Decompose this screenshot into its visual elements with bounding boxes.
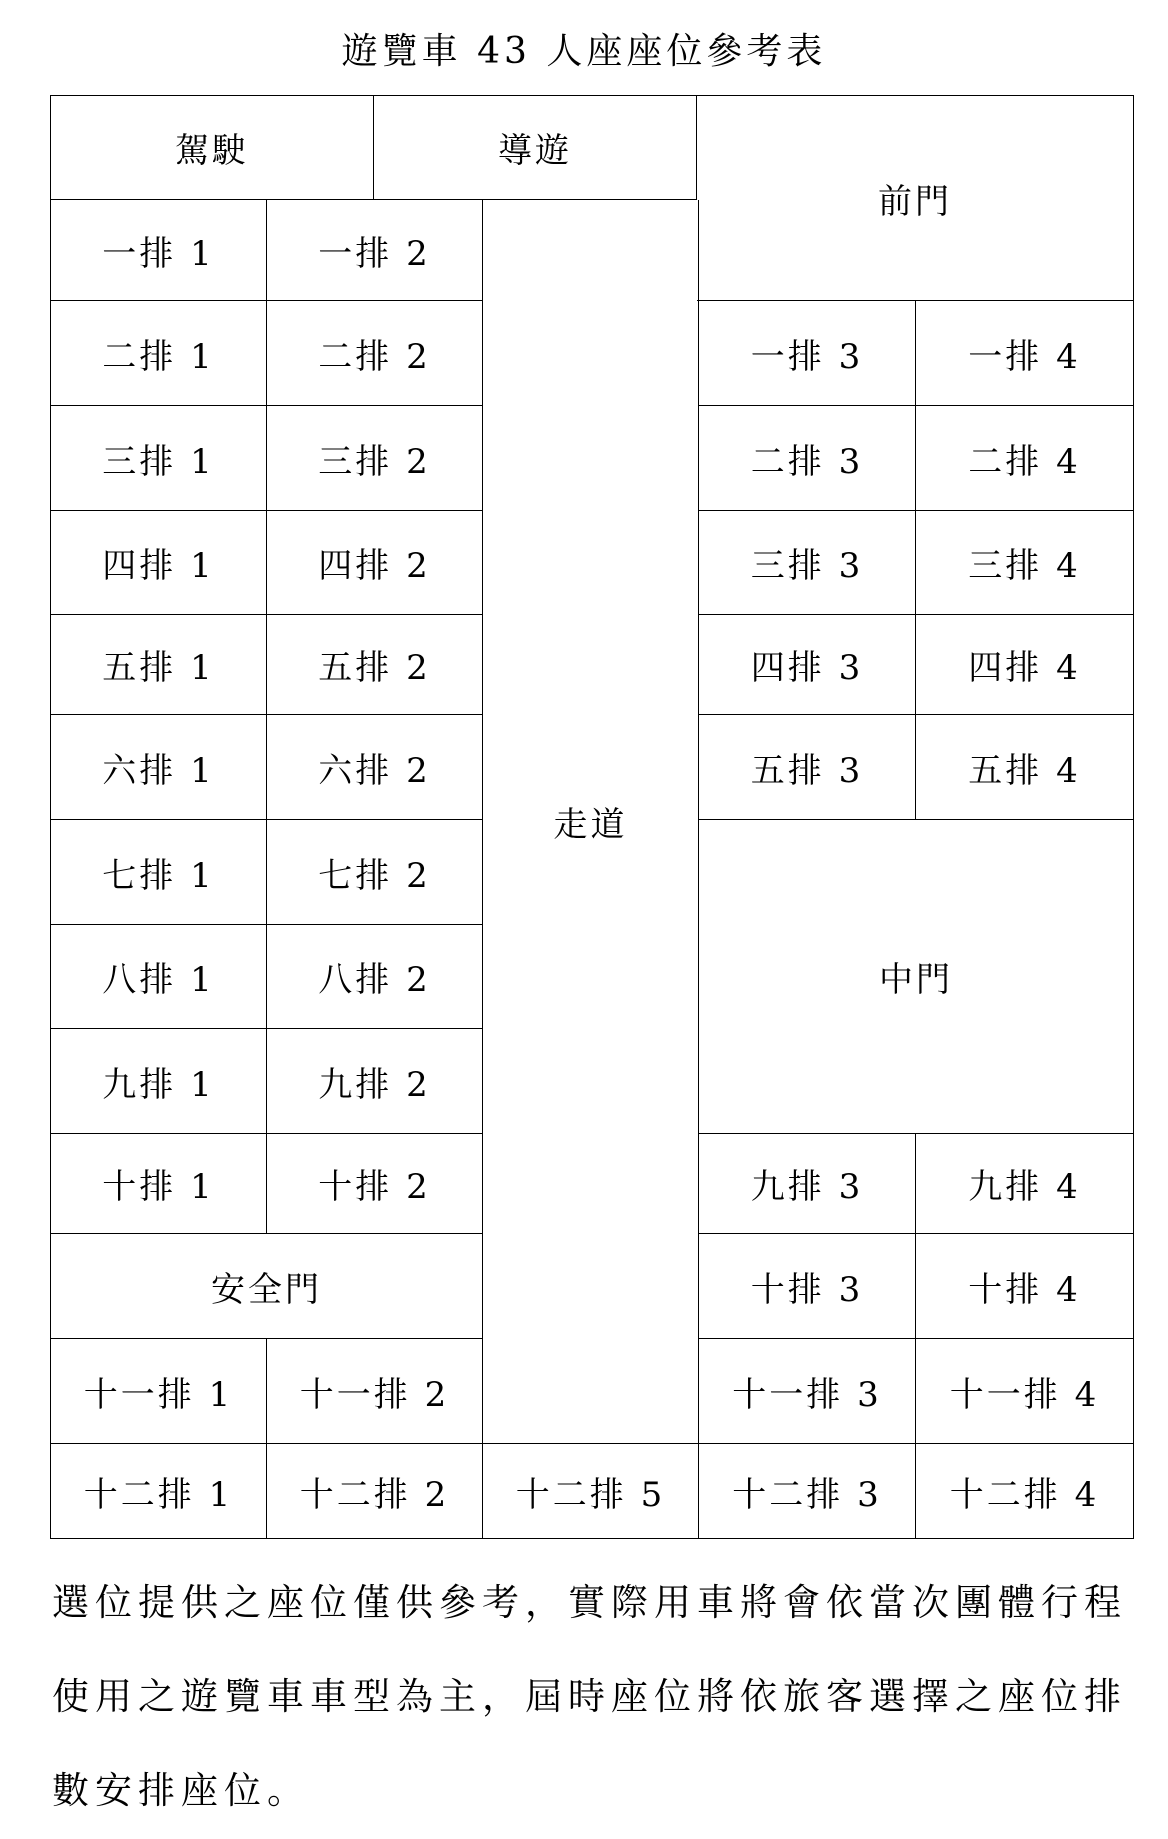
seat-row11-2[interactable]: 十一排 2 [267,1339,483,1444]
seat-row10-2[interactable]: 十排 2 [267,1134,483,1234]
front-door-cell: 前門 [697,96,1133,301]
seat-row9-4[interactable]: 九排 4 [916,1134,1133,1234]
seat-row9-3[interactable]: 九排 3 [699,1134,916,1234]
seat-row1-3[interactable]: 一排 3 [699,301,916,406]
note-line: 數安排座位。 [52,1769,310,1812]
seat-row9-2[interactable]: 九排 2 [267,1029,483,1134]
seat-row2-1[interactable]: 二排 1 [51,301,267,406]
seat-row6-1[interactable]: 六排 1 [51,715,267,820]
seat-row4-2[interactable]: 四排 2 [267,511,483,615]
seat-row10-1[interactable]: 十排 1 [51,1134,267,1234]
seat-row10-3[interactable]: 十排 3 [699,1234,916,1339]
seat-row11-3[interactable]: 十一排 3 [699,1339,916,1444]
middle-door-cell: 中門 [699,820,1133,1134]
seat-row3-3[interactable]: 三排 3 [699,511,916,615]
seat-row12-4[interactable]: 十二排 4 [949,1474,1100,1515]
seat-row4-3[interactable]: 四排 3 [699,615,916,715]
seat-row1-2[interactable]: 一排 2 [267,200,483,301]
seat-row11-1[interactable]: 十一排 1 [51,1339,267,1444]
seat-row10-4[interactable]: 十排 4 [916,1234,1133,1339]
seat-row8-1[interactable]: 八排 1 [51,925,267,1029]
driver-cell: 駕駛 [51,96,374,200]
seat-row1-4[interactable]: 一排 4 [916,301,1133,406]
seat-chart-table [50,95,1134,1539]
seat-row6-2[interactable]: 六排 2 [267,715,483,820]
reference-note [52,1556,1132,1838]
seat-row1-1[interactable]: 一排 1 [51,200,267,301]
seat-row3-4[interactable]: 三排 4 [916,511,1133,615]
seat-row4-4[interactable]: 四排 4 [916,615,1133,715]
safety-door-cell: 安全門 [51,1234,483,1339]
seat-row7-2[interactable]: 七排 2 [267,820,483,925]
aisle-cell: 走道 [483,200,699,1444]
seat-row11-4[interactable]: 十一排 4 [916,1339,1133,1444]
seat-row12-2[interactable]: 十二排 2 [267,1444,483,1538]
seat-row5-4[interactable]: 五排 4 [916,715,1133,820]
seat-row5-2[interactable]: 五排 2 [267,615,483,715]
seat-row12-1[interactable]: 十二排 1 [51,1444,267,1538]
seat-row2-2[interactable]: 二排 2 [267,301,483,406]
seat-row5-3[interactable]: 五排 3 [699,715,916,820]
note-line: 使用之遊覽車車型為主，屆時座位將依旅客選擇之座位排 [52,1675,1127,1718]
seat-row2-3[interactable]: 二排 3 [699,406,916,511]
seat-row12-5[interactable]: 十二排 5 [483,1444,699,1538]
seat-row2-4[interactable]: 二排 4 [916,406,1133,511]
seat-row7-1[interactable]: 七排 1 [51,820,267,925]
seat-row3-1[interactable]: 三排 1 [51,406,267,511]
guide-cell: 導遊 [374,96,697,200]
note-line: 選位提供之座位僅供參考，實際用車將會依當次團體行程 [52,1581,1127,1624]
seat-row4-1[interactable]: 四排 1 [51,511,267,615]
seat-row9-1[interactable]: 九排 1 [51,1029,267,1134]
seat-row3-2[interactable]: 三排 2 [267,406,483,511]
seat-row12-3[interactable]: 十二排 3 [699,1444,916,1538]
page-title: 遊覽車 43 人座座位參考表 [341,31,827,72]
seat-row5-1[interactable]: 五排 1 [51,615,267,715]
seat-row8-2[interactable]: 八排 2 [267,925,483,1029]
